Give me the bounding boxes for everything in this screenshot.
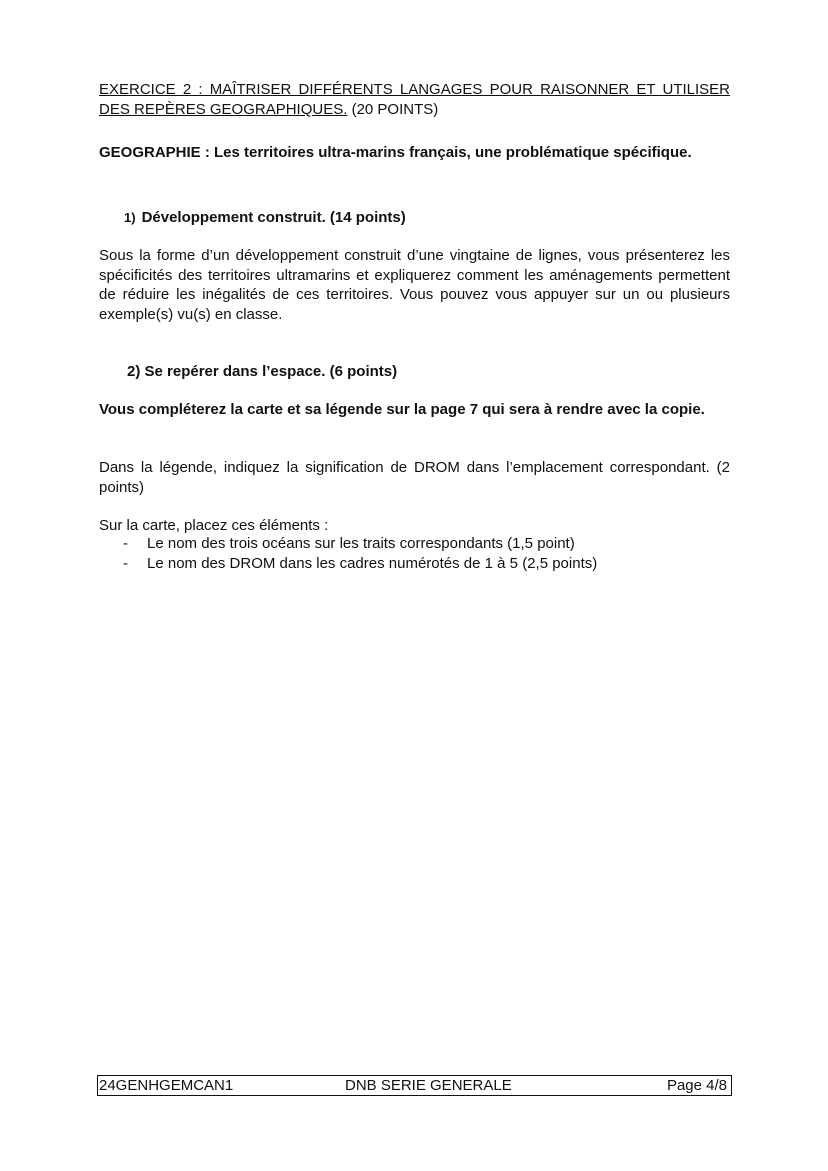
bullet-dash: -	[123, 535, 128, 552]
footer-code: 24GENHGEMCAN1	[99, 1077, 234, 1094]
exercise-points: (20 POINTS)	[347, 101, 439, 118]
list-item	[99, 554, 730, 574]
footer-page-number: Page 4/8	[666, 1077, 727, 1094]
legend-instruction: Dans la légende, indiquez la signification de DROM dans l’emplacement correspondant. (2 points)	[99, 459, 730, 496]
page-footer	[97, 1075, 732, 1096]
part1-heading	[124, 208, 406, 228]
list-item-text: Le nom des trois océans sur les traits correspondants (1,5 point)	[147, 535, 575, 552]
part1-number: 1)	[124, 210, 136, 225]
bullet-dash: -	[123, 554, 128, 572]
exercise-title-text: EXERCICE 2 : MAÎTRISER DIFFÉRENTS LANGAGES POUR RAISONNER ET UTILISER DES REPÈRES GEOGRAPHIQUES.	[99, 81, 730, 118]
map-items-list	[99, 534, 730, 573]
exercise-title	[99, 80, 730, 120]
part2-heading: 2) Se repérer dans l’espace. (6 points)	[127, 363, 398, 380]
footer-series: DNB SERIE GENERALE	[345, 1077, 512, 1094]
list-item	[99, 534, 730, 554]
part1-instructions: Sous la forme d’un développement construit d’une vingtaine de lignes, vous présenterez les spécificités des territoires ultramarins et expliquerez comment les aménagements permettent de réduire les inégalités de ces territoires. Vous pouvez vous appuyer sur un ou plusieurs exemple(s) vu(s) en classe.	[99, 247, 730, 323]
subject-title: GEOGRAPHIE : Les territoires ultra-marins français, une problématique spécifique.	[99, 144, 692, 161]
list-item-text: Le nom des DROM dans les cadres numérotés de 1 à 5 (2,5 points)	[147, 554, 598, 572]
map-intro: Sur la carte, placez ces éléments :	[99, 517, 329, 534]
map-instruction: Vous compléterez la carte et sa légende sur la page 7 qui sera à rendre avec la copie.	[99, 401, 705, 418]
part1-heading-text: Développement construit. (14 points)	[141, 209, 406, 226]
